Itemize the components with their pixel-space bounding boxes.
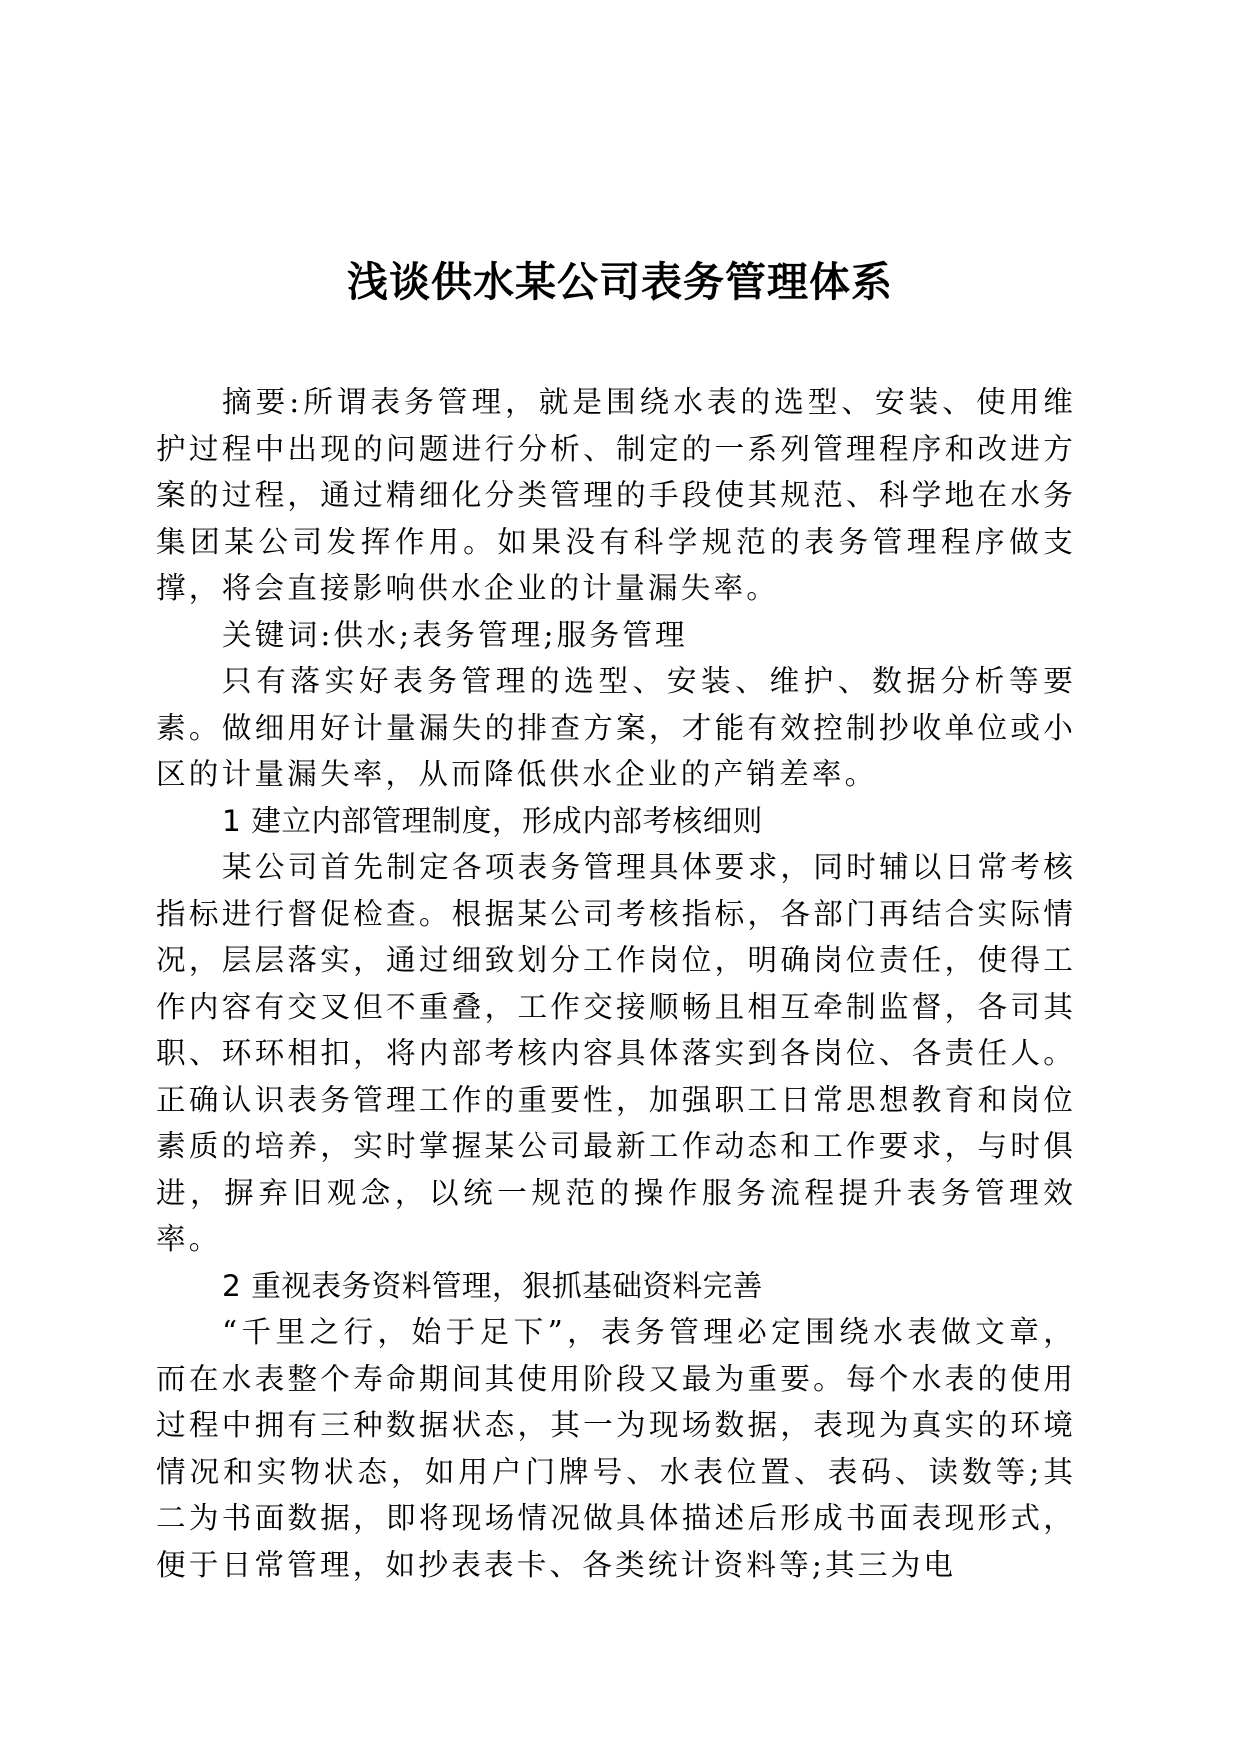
intro-paragraph: 只有落实好表务管理的选型、安装、维护、数据分析等要素。做细用好计量漏失的排查方案，才能有效控制抄收单位或小区的计量漏失率，从而降低供水企业的产销差率。 — [156, 664, 1076, 791]
document-title: 浅谈供水某公司表务管理体系 — [347, 258, 893, 306]
section-heading-1: 1 建立内部管理制度，形成内部考核细则 — [222, 803, 763, 838]
keywords-paragraph: 关键词:供水;表务管理;服务管理 — [222, 617, 688, 652]
section-heading-2: 2 重视表务资料管理，狠抓基础资料完善 — [222, 1268, 763, 1303]
abstract-paragraph: 摘要:所谓表务管理，就是围绕水表的选型、安装、使用维护过程中出现的问题进行分析、制定的一系列管理程序和改进方案的过程，通过精细化分类管理的手段使其规范、科学地在水务集团某公司发挥作用。如果没有科学规范的表务管理程序做支撑，将会直接影响供水企业的计量漏失率。 — [156, 385, 1076, 605]
document-body — [156, 379, 1076, 1588]
section-2-paragraph: “千里之行，始于足下”，表务管理必定围绕水表做文章，而在水表整个寿命期间其使用阶段又最为重要。每个水表的使用过程中拥有三种数据状态，其一为现场数据，表现为真实的环境情况和实物状态，如用户门牌号、水表位置、表码、读数等;其二为书面数据，即将现场情况做具体描述后形成书面表现形式，便于日常管理，如抄表表卡、各类统计资料等;其三为电 — [156, 1315, 1076, 1582]
section-1-paragraph: 某公司首先制定各项表务管理具体要求，同时辅以日常考核指标进行督促检查。根据某公司考核指标，各部门再结合实际情况，层层落实，通过细致划分工作岗位，明确岗位责任，使得工作内容有交叉但不重叠，工作交接顺畅且相互牵制监督，各司其职、环环相扣，将内部考核内容具体落实到各岗位、各责任人。正确认识表务管理工作的重要性，加强职工日常思想教育和岗位素质的培养，实时掌握某公司最新工作动态和工作要求，与时俱进，摒弃旧观念，以统一规范的操作服务流程提升表务管理效率。 — [156, 850, 1076, 1256]
